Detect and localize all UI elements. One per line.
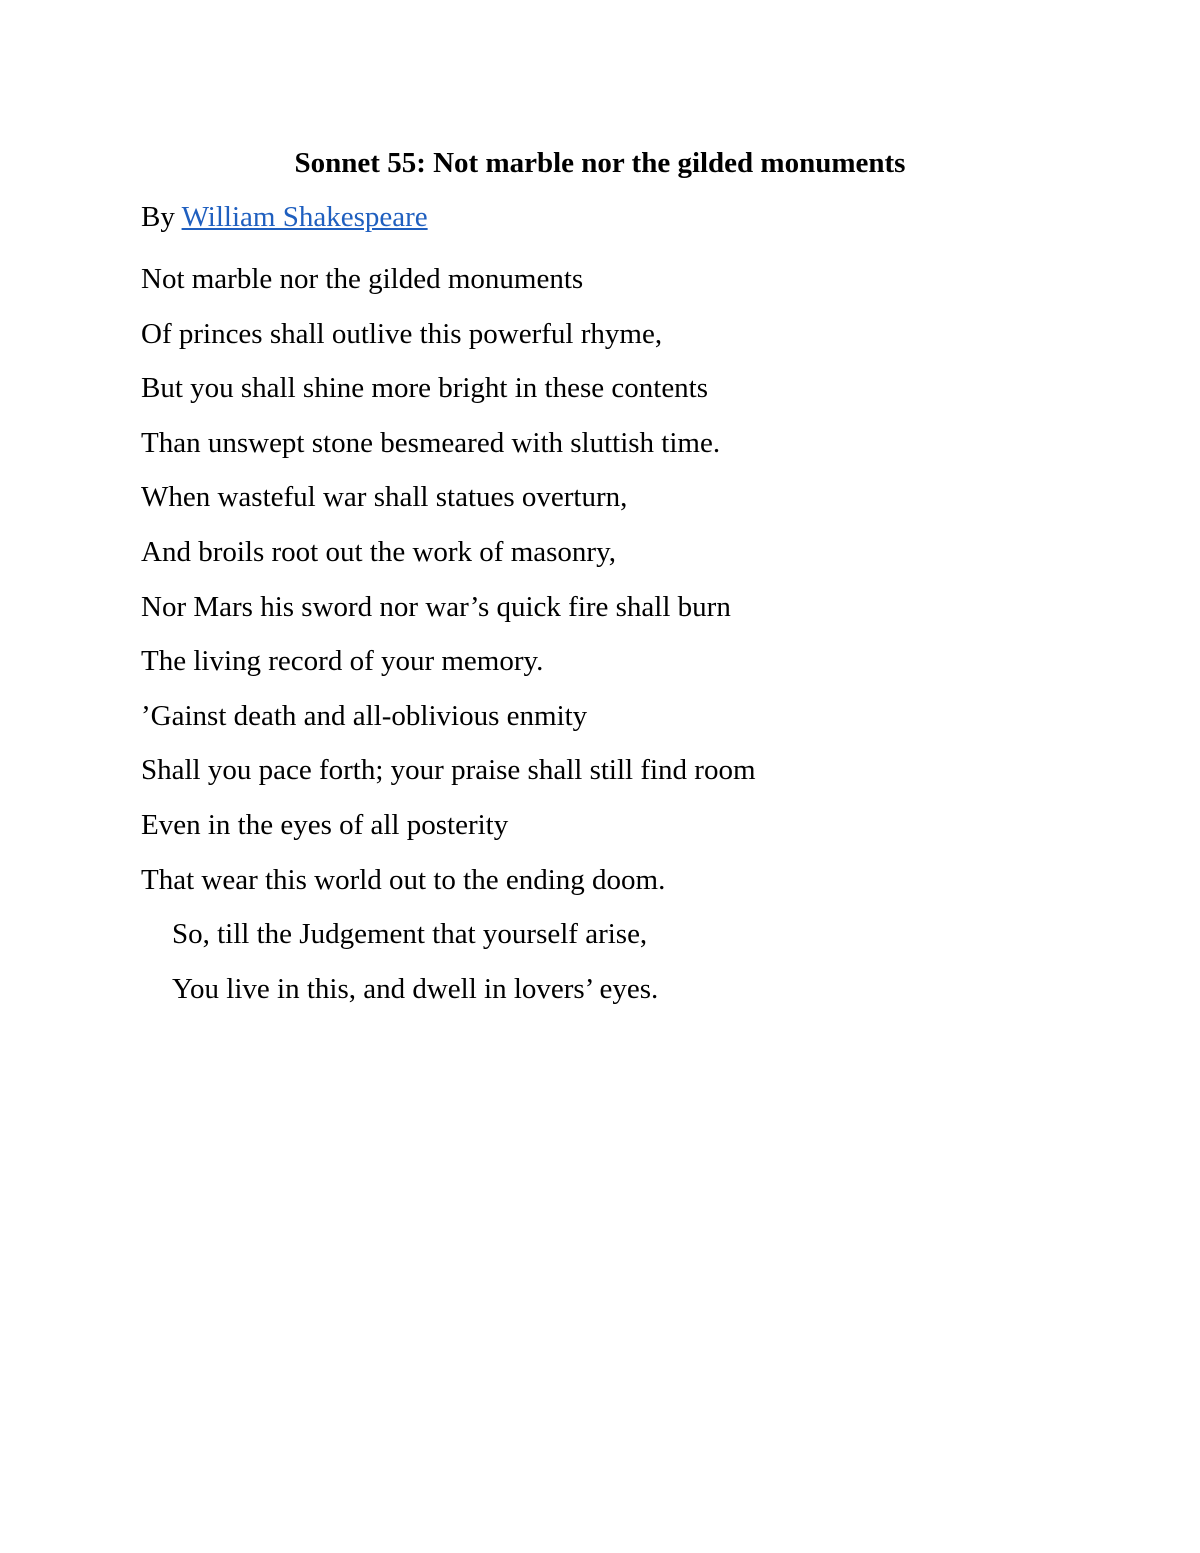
poem-line: Of princes shall outlive this powerful rhyme, <box>141 317 663 350</box>
poem-line: And broils root out the work of masonry, <box>141 535 616 568</box>
poem-line: The living record of your memory. <box>141 645 544 678</box>
byline-prefix: By <box>141 201 182 233</box>
poem-line: But you shall shine more bright in these contents <box>141 372 709 405</box>
poem-title: Sonnet 55: Not marble nor the gilded monuments <box>294 147 906 179</box>
poem-line: Not marble nor the gilded monuments <box>141 263 584 295</box>
poem-line: Nor Mars his sword nor war’s quick fire shall burn <box>141 590 731 623</box>
poem-body <box>141 252 756 1016</box>
couplet-line: So, till the Judgement that yourself arise, <box>172 918 648 951</box>
byline <box>141 197 428 237</box>
poem-line: That wear this world out to the ending doom. <box>141 863 666 896</box>
poem-line: When wasteful war shall statues overturn, <box>141 481 628 514</box>
poem-line: Shall you pace forth; your praise shall still find room <box>141 754 756 787</box>
couplet-line: You live in this, and dwell in lovers’ eyes. <box>172 972 659 1005</box>
poem-line: Even in the eyes of all posterity <box>141 808 509 841</box>
author-link[interactable]: William Shakespeare <box>181 201 428 233</box>
poem-line: ’Gainst death and all-oblivious enmity <box>141 699 588 732</box>
poem-line: Than unswept stone besmeared with sluttish time. <box>141 426 721 459</box>
